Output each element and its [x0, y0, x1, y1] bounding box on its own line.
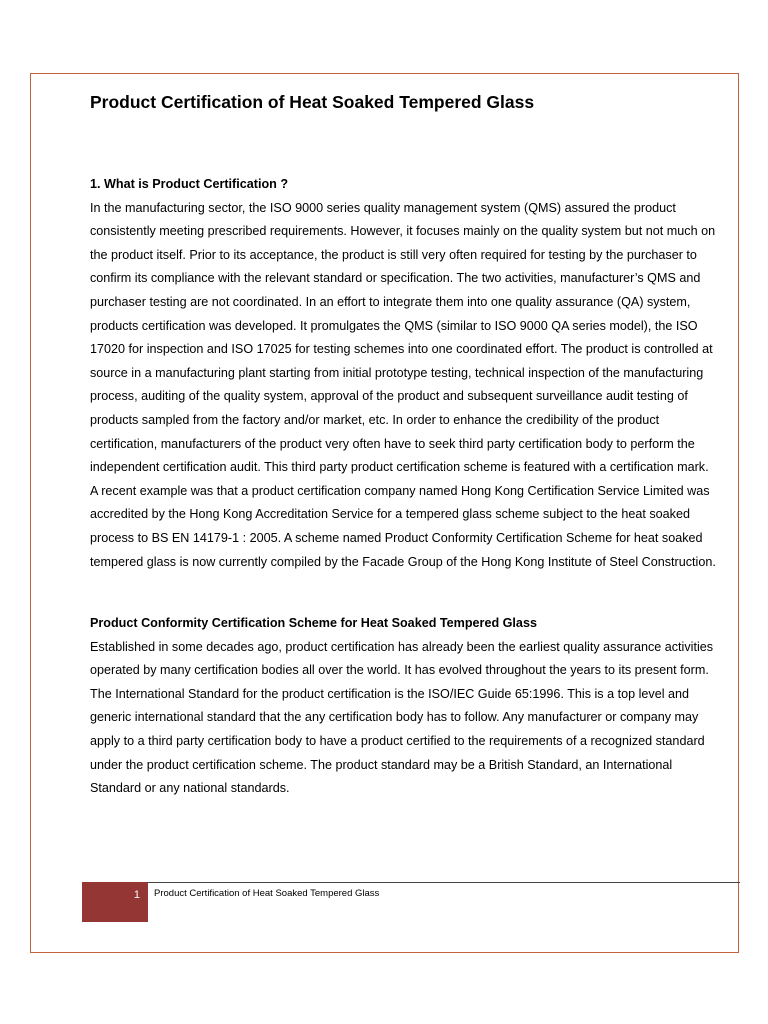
- paragraph-line: process to BS EN 14179-1 : 2005. A scheme named Product Conformity Certification Scheme for heat soaked: [90, 530, 703, 545]
- paragraph-line: source in a manufacturing plant starting from initial prototype testing, technical inspection of the manufacturing: [90, 365, 704, 380]
- paragraph-line: A recent example was that a product certification company named Hong Kong Certification Service Limited was: [90, 483, 710, 498]
- section-paragraph: [90, 636, 742, 801]
- paragraph-line: 17020 for inspection and ISO 17025 for testing schemes into one coordinated effort. The product is controlled at: [90, 342, 713, 357]
- footer-page-badge: [82, 882, 148, 922]
- page-number: 1: [133, 889, 140, 901]
- paragraph-line: accredited by the Hong Kong Accreditation Service for a tempered glass scheme subject to the heat soaked: [90, 507, 690, 522]
- footer-running-title: Product Certification of Heat Soaked Tempered Glass: [154, 888, 380, 899]
- paragraph-line: tempered glass is now currently compiled by the Facade Group of the Hong Kong Institute of Steel Construction.: [90, 554, 716, 569]
- paragraph-line: process, auditing of the quality system, approval of the product and subsequent surveillance audit testing of: [90, 389, 688, 404]
- paragraph-line: independent certification audit. This third party product certification scheme is featured with a certification mark.: [90, 460, 709, 475]
- paragraph-line: operated by many certification bodies all over the world. It has evolved throughout the years to its present form.: [90, 663, 709, 678]
- paragraph-line: consistently meeting prescribed requirements. However, it focuses mainly on the quality system but not much on: [90, 224, 716, 239]
- section-heading: 1. What is Product Certification ?: [90, 177, 289, 191]
- footer-divider: [148, 882, 740, 883]
- paragraph-line: certification, manufacturers of the product very often have to seek third party certification body to perform the: [90, 436, 695, 451]
- section-heading: Product Conformity Certification Scheme for Heat Soaked Tempered Glass: [90, 616, 537, 630]
- paragraph-line: purchaser testing are not coordinated. In an effort to integrate them into one quality assurance (QA) system,: [90, 294, 691, 309]
- paragraph-line: Standard or any national standards.: [90, 781, 290, 796]
- paragraph-line: products certification was developed. It promulgates the QMS (similar to ISO 9000 QA series model), the ISO: [90, 318, 698, 333]
- document-title: Product Certification of Heat Soaked Tempered Glass: [90, 92, 535, 112]
- paragraph-line: products sampled from the factory and/or market, etc. In order to enhance the credibility of the product: [90, 412, 660, 427]
- paragraph-line: Established in some decades ago, product certification has already been the earliest quality assurance activities: [90, 639, 714, 654]
- paragraph-line: confirm its compliance with the relevant standard or specification. The two activities, manufacturer’s QMS and: [90, 271, 701, 286]
- section-what-is-product-certification: [90, 173, 742, 574]
- section-conformity-scheme: [90, 612, 742, 801]
- section-paragraph: [90, 197, 742, 575]
- paragraph-line: apply to a third party certification body to have a product certified to the requirements of a recognized standard: [90, 733, 705, 748]
- paragraph-line: the product itself. Prior to its acceptance, the product is still very often required for testing by the purchaser to: [90, 247, 697, 262]
- paragraph-line: In the manufacturing sector, the ISO 9000 series quality management system (QMS) assured the product: [90, 200, 676, 215]
- paragraph-line: The International Standard for the product certification is the ISO/IEC Guide 65:1996. This is a top level and: [90, 686, 690, 701]
- paragraph-line: generic international standard that the any certification body has to follow. Any manufacturer or company may: [90, 710, 699, 725]
- paragraph-line: under the product certification scheme. The product standard may be a British Standard, an International: [90, 757, 673, 772]
